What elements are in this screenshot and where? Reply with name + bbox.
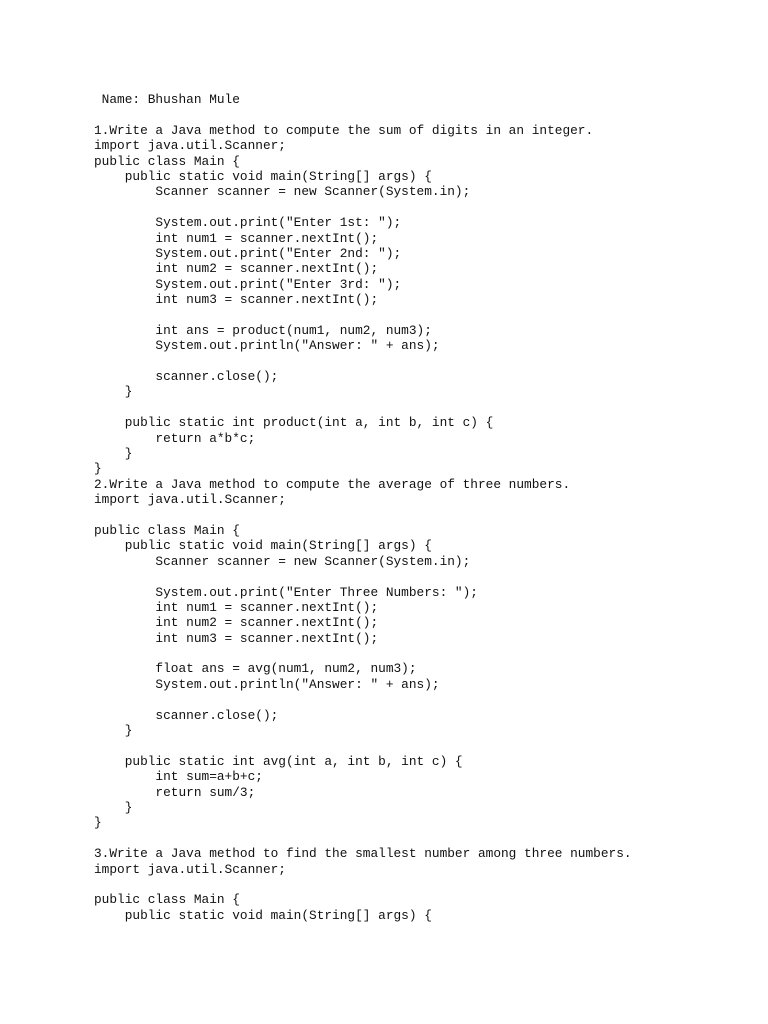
text-line: System.out.println("Answer: " + ans);	[94, 338, 440, 354]
text-line: 3.Write a Java method to find the smallest number among three numbers.	[94, 846, 632, 862]
text-line: int num2 = scanner.nextInt();	[94, 615, 379, 631]
text-line	[94, 738, 754, 753]
text-line	[94, 508, 754, 523]
text-line	[94, 354, 754, 369]
text-line: 2.Write a Java method to compute the average of three numbers.	[94, 476, 571, 492]
text-line: }	[94, 445, 133, 461]
text-line: public static void main(String[] args) {	[94, 907, 432, 923]
document-body	[94, 92, 754, 923]
text-line: int num1 = scanner.nextInt();	[94, 599, 379, 615]
text-line: int num3 = scanner.nextInt();	[94, 292, 379, 308]
text-line: int ans = product(num1, num2, num3);	[94, 322, 432, 338]
text-line: import java.util.Scanner;	[94, 492, 286, 508]
text-line: public static void main(String[] args) {	[94, 538, 432, 554]
text-line: public static int avg(int a, int b, int c) {	[94, 753, 463, 769]
text-line	[94, 107, 754, 122]
text-line: public static int product(int a, int b, int c) {	[94, 415, 494, 431]
text-line: return sum/3;	[94, 784, 256, 800]
text-line: System.out.print("Enter 3rd: ");	[94, 276, 402, 292]
text-line: Scanner scanner = new Scanner(System.in);	[94, 553, 471, 569]
text-line: Scanner scanner = new Scanner(System.in);	[94, 184, 471, 200]
text-line: float ans = avg(num1, num2, num3);	[94, 661, 417, 677]
text-line: System.out.print("Enter Three Numbers: ");	[94, 584, 478, 600]
text-line	[94, 569, 754, 584]
text-line: System.out.print("Enter 2nd: ");	[94, 245, 402, 261]
text-line: int num1 = scanner.nextInt();	[94, 230, 379, 246]
text-line: import java.util.Scanner;	[94, 861, 286, 877]
text-line: return a*b*c;	[94, 430, 256, 446]
text-line: int sum=a+b+c;	[94, 769, 263, 785]
text-line: public class Main {	[94, 522, 240, 538]
text-line: scanner.close();	[94, 707, 279, 723]
text-line	[94, 831, 754, 846]
text-line	[94, 400, 754, 415]
text-line: int num2 = scanner.nextInt();	[94, 261, 379, 277]
text-line: 1.Write a Java method to compute the sum of digits in an integer.	[94, 122, 594, 138]
text-line: System.out.println("Answer: " + ans);	[94, 676, 440, 692]
text-line: import java.util.Scanner;	[94, 138, 286, 154]
text-line: Name: Bhushan Mule	[94, 92, 240, 107]
text-line: }	[94, 799, 133, 815]
text-line: }	[94, 815, 102, 831]
text-line: int num3 = scanner.nextInt();	[94, 630, 379, 646]
text-line	[94, 646, 754, 661]
text-line: }	[94, 461, 102, 477]
text-line: public static void main(String[] args) {	[94, 168, 432, 184]
text-line: }	[94, 723, 133, 739]
text-line: }	[94, 384, 133, 400]
text-line	[94, 307, 754, 322]
text-line: scanner.close();	[94, 369, 279, 385]
text-line	[94, 877, 754, 892]
text-line	[94, 200, 754, 215]
text-line: public class Main {	[94, 892, 240, 908]
text-line: System.out.print("Enter 1st: ");	[94, 215, 402, 231]
text-line: public class Main {	[94, 153, 240, 169]
text-line	[94, 692, 754, 707]
